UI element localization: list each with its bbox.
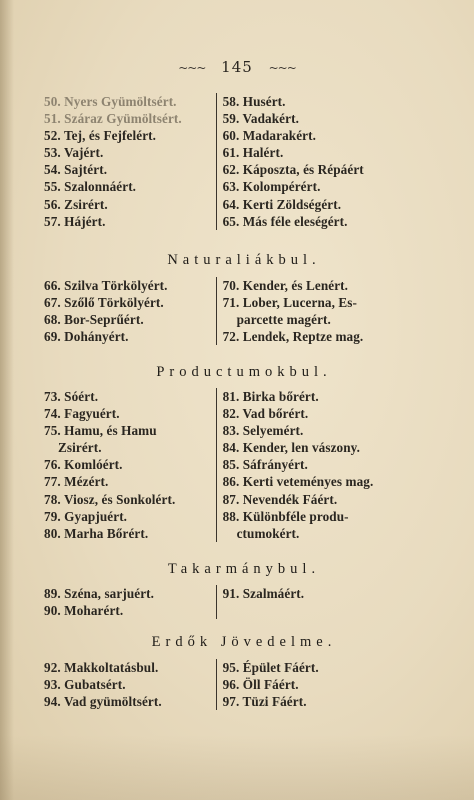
list-item: 90. Moharért. [44,603,124,619]
list-item: 65. Más féle eleségért. [222,213,348,229]
list-item: 72. Lendek, Reptze mag. [222,329,364,345]
section-heading-productumokbul: Productumokbul. [156,364,332,380]
list-item: 63. Kolompérért. [222,179,321,195]
list-item: 71. Lober, Lucerna, Es- [222,295,357,311]
list-item: 81. Birka bőrért. [222,389,319,404]
left-column [44,277,216,345]
list-item: parcette magért. [236,312,331,328]
list-item: 60. Madarakért. [222,128,316,144]
list-item: 94. Vad gyümöltsért. [44,694,162,710]
list-item: 54. Sajtért. [44,162,108,178]
list-item: 93. Gubatsért. [44,677,126,693]
list-item: 82. Vad bőrért. [222,406,309,422]
section-heading-naturaliakbul: Naturaliákbul. [167,252,321,268]
list-item: 95. Épület Fáért. [222,660,319,675]
list-item: 80. Marha Bőrért. [44,525,149,541]
list-item: 91. Szalmáért. [222,586,305,601]
list-item: 56. Zsirért. [44,196,108,212]
list-item: 79. Gyapjuért. [44,508,128,524]
list-item: 69. Dohányért. [44,329,129,345]
list-item: 88. Különbféle produ- [222,508,349,524]
list-item: 61. Halért. [222,145,284,161]
list-item: 96. Öll Fáért. [222,677,299,693]
list-item: 77. Mézért. [44,474,109,490]
header-ornament-right: ~~~ [268,61,296,75]
list-item: 74. Fagyuért. [44,406,120,422]
list-item: 67. Szőlő Törkölyért. [44,295,164,311]
right-column [216,659,444,710]
right-column [216,585,444,619]
section-foods [44,93,444,230]
list-item: 68. Bor-Seprűért. [44,312,144,328]
list-item: 64. Kerti Zöldségért. [222,196,342,212]
section-heading-takarmanybul: Takarmánybul. [167,561,321,577]
right-column [216,93,444,230]
list-item: 83. Selyemért. [222,423,304,439]
list-item: 52. Tej, és Fejfelért. [44,128,157,144]
list-item: 85. Sáfrányért. [222,457,308,473]
list-item: 97. Tüzi Fáért. [222,694,307,710]
list-item: 75. Hamu, és Hamu [44,423,157,439]
page-header [0,58,474,76]
header-ornament-left: ~~~ [178,61,206,75]
list-item: 87. Nevendék Fáért. [222,491,338,507]
list-item: 84. Kender, len vászony. [222,440,361,456]
section-naturaliakbul [44,277,444,345]
page-stain [0,735,474,800]
list-item: 59. Vadakért. [222,111,299,127]
list-item: 57. Hájért. [44,213,106,229]
section-takarmanybul [44,585,444,619]
list-item: 53. Vajért. [44,145,104,161]
section-erdok-jovedelme [44,659,444,710]
list-item [223,602,444,619]
list-item: 73. Sóért. [44,389,99,404]
left-column [44,388,216,542]
list-item: 78. Viosz, és Sonkolért. [44,491,176,507]
page-number: 145 [221,58,253,76]
list-item: 86. Kerti veteményes mag. [222,474,374,490]
list-item: 62. Káposzta, és Répáért [222,162,364,178]
list-item: 58. Husért. [222,94,286,109]
list-item: 66. Szilva Törkölyért. [44,278,168,293]
list-item: Zsirért. [58,440,102,456]
list-item: 89. Széna, sarjuért. [44,586,155,601]
right-column [216,277,444,345]
left-column [44,93,216,230]
list-item: 76. Komlóért. [44,457,123,473]
section-heading-erdok-jovedelme: Erdők Jövedelme. [151,634,337,650]
list-item: 51. Száraz Gyümöltsért. [44,111,182,127]
list-item: 70. Kender, és Lenért. [222,278,349,293]
list-item: ctumokért. [236,525,300,541]
left-column [44,659,216,710]
right-column [216,388,444,542]
list-item: 92. Makkoltatásbul. [44,660,159,675]
list-item: 55. Szalonnáért. [44,179,137,195]
page-gutter-shadow [0,0,14,800]
list-item: 50. Nyers Gyümöltsért. [44,94,177,109]
left-column [44,585,216,619]
section-productumokbul [44,388,444,542]
